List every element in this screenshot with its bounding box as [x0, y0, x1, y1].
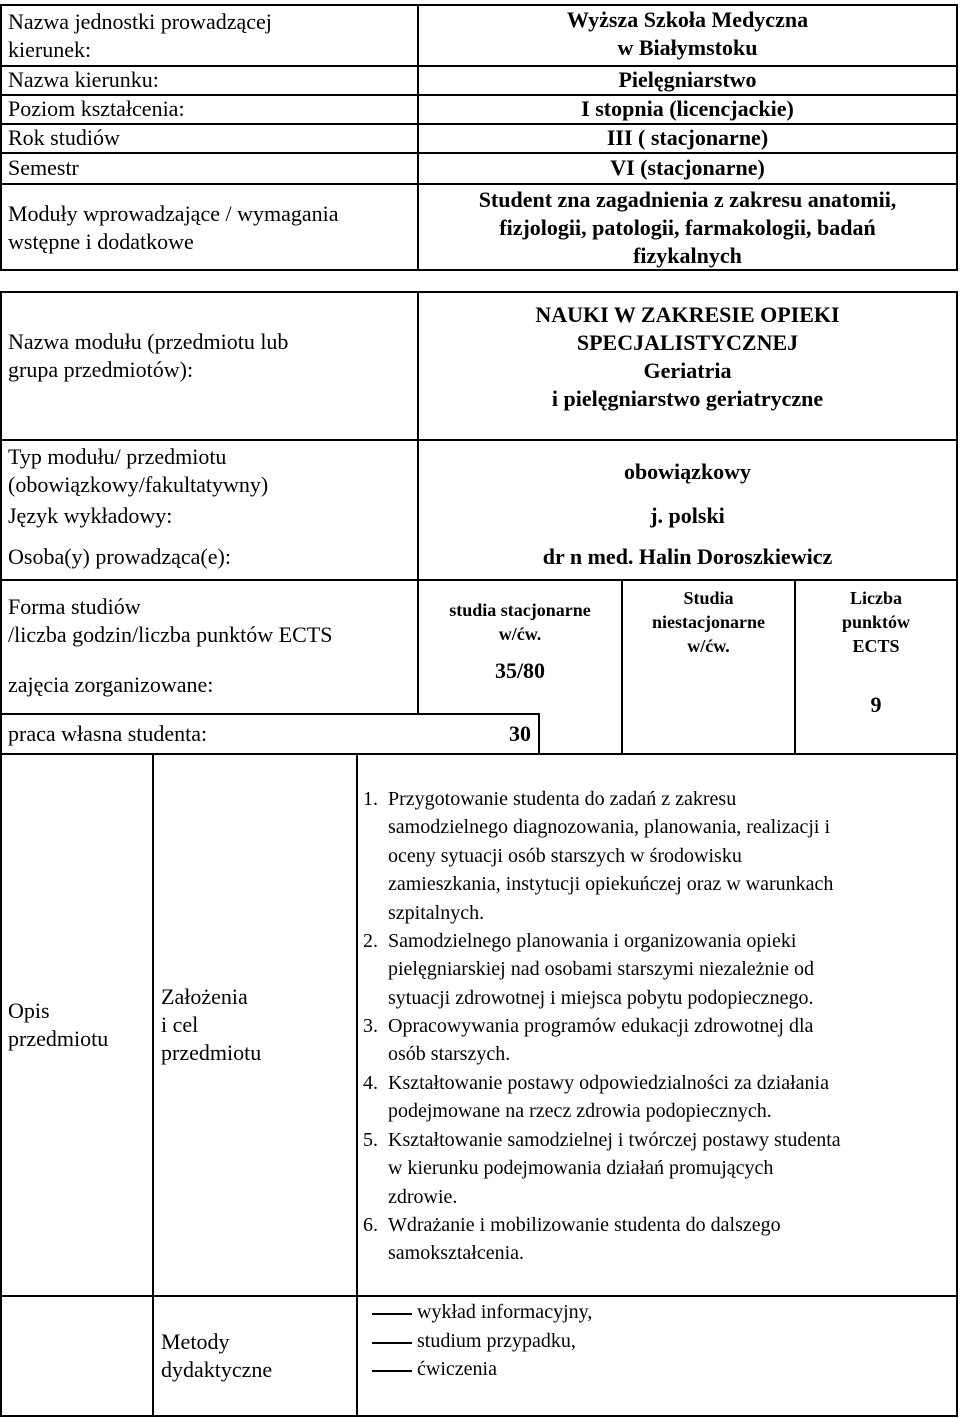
- dash-bullet: [372, 1370, 412, 1372]
- ects-header: Liczba punktów ECTS: [841, 588, 911, 656]
- self-work-hours: 30: [509, 721, 531, 746]
- label-year: Rok studiów: [8, 125, 120, 150]
- goal-number: 4.: [363, 1072, 378, 1094]
- dash-bullet: [372, 1313, 412, 1315]
- label-field: Nazwa kierunku:: [8, 67, 159, 92]
- label-organized-classes: zajęcia zorganizowane:: [8, 672, 214, 697]
- label-study-form: Forma studiów /liczba godzin/liczba punktów ECTS: [8, 594, 333, 647]
- methods-label: Metody dydaktyczne: [161, 1329, 273, 1382]
- goal-number: 6.: [363, 1214, 378, 1236]
- value-lecturer: dr n med. Halin Doroszkiewicz: [542, 544, 833, 569]
- goals-label: Założenia i cel przedmiotu: [161, 984, 262, 1065]
- value-prerequisites: Student zna zagadnienia z zakresu anatomii, fizjologii, patologii, farmakologii, badań fizykalnych: [478, 187, 897, 268]
- goal-item: Opracowywania programów edukacji zdrowotnej dla osób starszych.: [388, 1015, 814, 1066]
- method-item: wykład informacyjny,: [417, 1301, 593, 1323]
- goal-number: 5.: [363, 1129, 378, 1151]
- description-label: Opis przedmiotu: [8, 998, 109, 1051]
- fulltime-hours: 35/80: [494, 658, 546, 683]
- label-module-name: Nazwa modułu (przedmiotu lub grupa przedmiotów):: [8, 329, 289, 382]
- goal-number: 2.: [363, 930, 378, 952]
- value-level: I stopnia (licencjackie): [581, 96, 794, 121]
- goal-item: Kształtowanie samodzielnej i twórczej postawy studenta w kierunku podejmowania działań promujących zdrowie.: [388, 1129, 841, 1208]
- label-prerequisites: Moduły wprowadzające / wymagania wstępne i dodatkowe: [8, 201, 339, 254]
- value-language: j. polski: [650, 503, 725, 528]
- value-field: Pielęgniarstwo: [618, 67, 757, 92]
- label-level: Poziom kształcenia:: [8, 96, 185, 121]
- goal-number: 1.: [363, 788, 378, 810]
- parttime-header: Studia niestacjonarne w/ćw.: [652, 588, 765, 656]
- label-lecturer: Osoba(y) prowadząca(e):: [8, 544, 231, 569]
- value-year: III ( stacjonarne): [606, 125, 769, 150]
- fulltime-header: studia stacjonarne w/ćw.: [449, 600, 591, 644]
- goal-item: Kształtowanie postawy odpowiedzialności za działania podejmowane na rzecz zdrowia podopiecznych.: [388, 1072, 829, 1123]
- method-item: studium przypadku,: [417, 1330, 576, 1352]
- value-module-name: NAUKI W ZAKRESIE OPIEKI SPECJALISTYCZNEJ Geriatria i pielęgniarstwo geriatryczne: [535, 302, 840, 411]
- goal-item: Przygotowanie studenta do zadań z zakresu samodzielnego diagnozowania, planowania, realizacji i oceny sytuacji osób starszych w środowisku zamieszkania, instytucji opiekuńczej oraz w warunkach szpitalnych.: [388, 788, 834, 924]
- label-unit: Nazwa jednostki prowadzącej kierunek:: [8, 9, 272, 62]
- ects-value: 9: [870, 692, 882, 717]
- label-language: Język wykładowy:: [8, 503, 173, 528]
- label-semester: Semestr: [8, 155, 79, 180]
- label-module-type: Typ modułu/ przedmiotu (obowiązkowy/fakultatywny): [8, 444, 269, 497]
- label-self-work: praca własna studenta:: [8, 721, 208, 746]
- method-item: ćwiczenia: [417, 1358, 497, 1380]
- goal-number: 3.: [363, 1015, 378, 1037]
- goal-item: Wdrażanie i mobilizowanie studenta do dalszego samokształcenia.: [388, 1214, 781, 1265]
- value-semester: VI (stacjonarne): [610, 155, 765, 180]
- dash-bullet: [372, 1342, 412, 1344]
- goal-item: Samodzielnego planowania i organizowania opieki pielęgniarskiej nad osobami starszymi niezależnie od sytuacji zdrowotnej i miejsca pobytu podopiecznego.: [388, 930, 814, 1009]
- value-module-type: obowiązkowy: [623, 459, 752, 484]
- value-unit: Wyższa Szkoła Medyczna w Białymstoku: [566, 7, 809, 60]
